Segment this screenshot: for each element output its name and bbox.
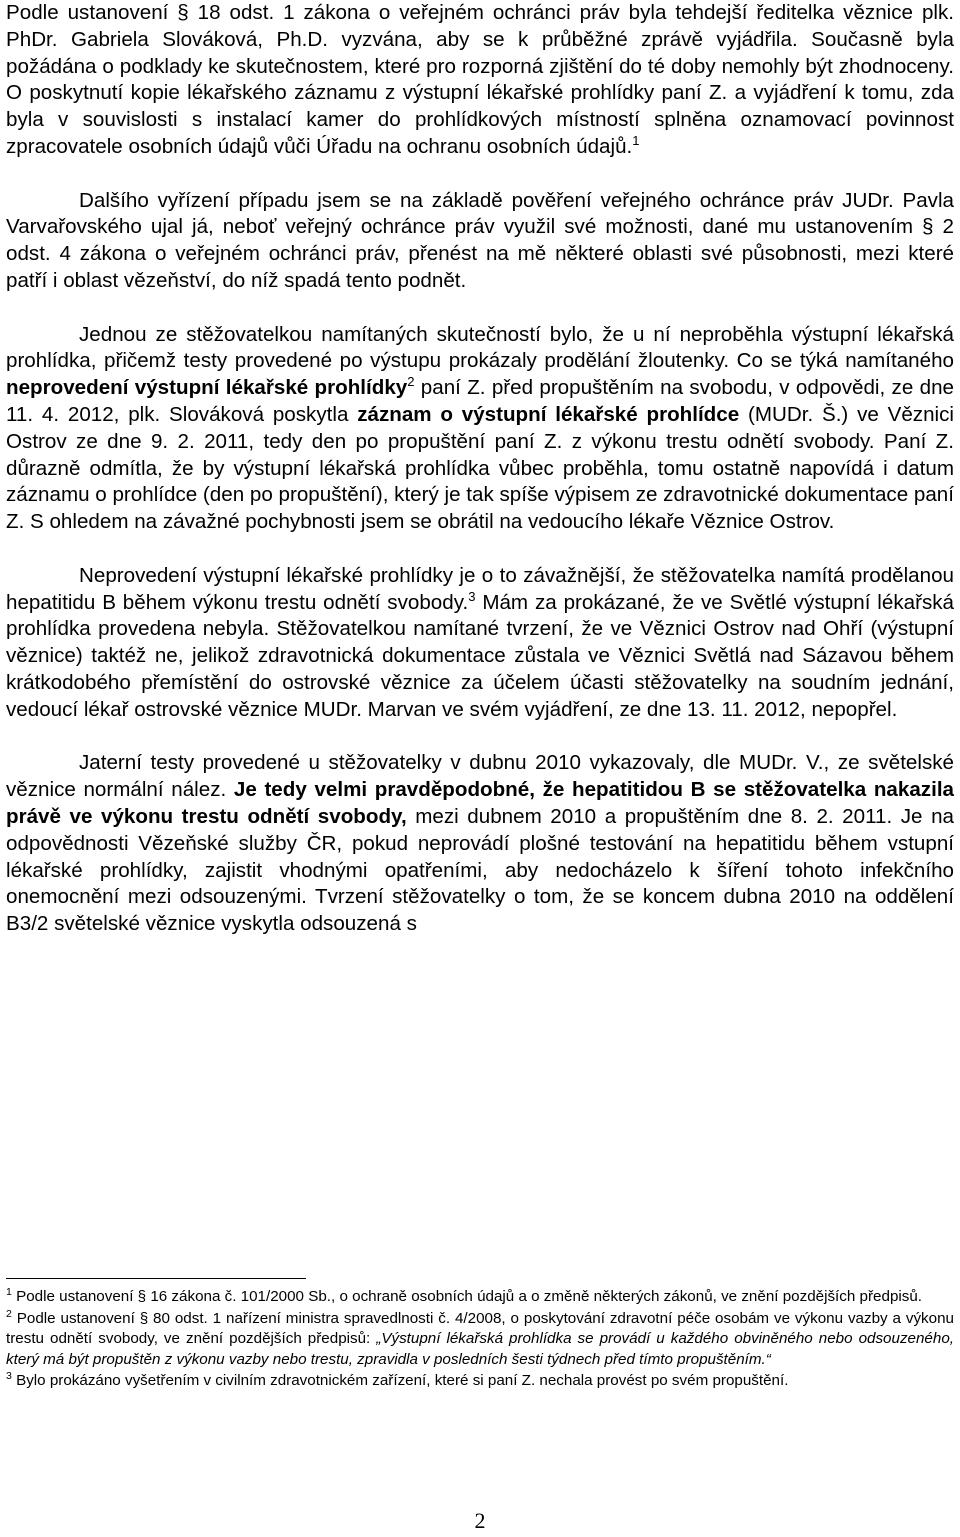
bold-text: neprovedení výstupní lékařské prohlídky [6, 376, 408, 400]
text-run: mezi dubnem 2010 a propuštěním dne 8. 2. 2011. Je na odpovědnosti Vězeňské služby ČR, pokud neprovádí plošné testování na hepatitidu během vstupní lékařské prohlídky, zajistit vhodnými opatřeními, aby nedocházelo k šíření tohoto infekčního onemocnění mezi odsouzenými. Tvrzení stěžovatelky o tom, že se koncem dubna 2010 na oddělení B3/2 světelské věznice vyskytla odsouzená s [6, 804, 954, 936]
footnote [6, 1309, 954, 1371]
text-run: Podle ustanovení § 18 odst. 1 zákona o veřejném ochránci práv byla tehdejší ředitelka věznice plk. PhDr. Gabriela Slováková, Ph.D. vyzvána, aby se k průběžné zprávě vyjádřila. Současně byla požádána o podklady ke skutečnostem, které pro rozporná zjištění do té doby nemohly být zhodnoceny. O poskytnutí kopie lékařského záznamu z výstupní lékařské prohlídky paní Z. a vyjádření k tomu, zda byla v souvislosti s instalací kamer do prohlídkových místností splněna oznamovací povinnost zpracovatele osobních údajů vůči Úřadu na ochranu osobních údajů. [6, 1, 954, 158]
footnote-ref: 2 [407, 374, 415, 390]
text-run: Podle ustanovení § 80 odst. 1 nařízení ministra spravedlnosti č. 4/2008, o poskytování zdravotní péče osobám ve výkonu vazby a výkonu trestu odnětí svobody, ve znění pozdějších předpisů: [6, 1309, 954, 1348]
footnote-ref: 1 [632, 133, 640, 149]
footnote [6, 1287, 954, 1308]
footnote-number: 1 [6, 1285, 12, 1298]
text-run: Podle ustanovení § 16 zákona č. 101/2000 Sb., o ochraně osobních údajů a o změně některých zákonů, ve znění pozdějších předpisů. [11, 1288, 923, 1305]
paragraph [6, 0, 954, 161]
body-text [6, 0, 954, 938]
text-run: Jaterní testy provedené u stěžovatelky v dubnu 2010 vykazovaly, dle MUDr. V., ze světelské věznice normální nález. [6, 751, 954, 802]
paragraph [6, 563, 954, 724]
bold-text: záznam o výstupní lékařské prohlídce [357, 402, 740, 426]
footnote-number: 2 [6, 1307, 12, 1320]
page-number: 2 [474, 1508, 486, 1533]
italic-quote: „Výstupní lékařská prohlídka se provádí u každého obviněného nebo odsouzeného, který má být propuštěn z výkonu vazby nebo trestu, zpravidla v posledních šesti týdnech před tímto propuštěním.“ [6, 1330, 954, 1368]
footnote [6, 1371, 954, 1392]
paragraph [6, 750, 954, 938]
footnote-separator [6, 1278, 306, 1279]
bold-text: Je tedy velmi pravděpodobné, že hepatitidou B se stěžovatelka nakazila právě ve výkonu trestu odnětí svobody, [6, 778, 954, 828]
text-run: Jednou ze stěžovatelkou namítaných skutečností bylo, že u ní neproběhla výstupní lékařská prohlídka, přičemž testy provedené po výstupu prokázaly prodělání žloutenky. Co se týká namítaného [6, 322, 954, 373]
footnotes [6, 1287, 954, 1393]
footnote-ref: 3 [468, 588, 476, 604]
text-run: (MUDr. Š.) ve Věznici Ostrov ze dne 9. 2. 2011, tedy den po propuštění paní Z. z výkonu trestu odnětí svobody. Paní Z. důrazně odmítla, že by výstupní lékařská prohlídka vůbec proběhla, tomu ostatně napovídá i datum záznamu o prohlídce (den po propuštění), který je tak spíše výpisem ze zdravotnické dokumentace paní Z. S ohledem na závažné pochybnosti jsem se obrátil na vedoucího lékaře Věznice Ostrov. [6, 402, 955, 534]
paragraph [6, 188, 954, 295]
text-run: Bylo prokázáno vyšetřením v civilním zdravotnickém zařízení, které si paní Z. nechala provést po svém propuštění. [11, 1372, 789, 1390]
text-run: Neprovedení výstupní lékařské prohlídky je o to závažnější, že stěžovatelka namítá prodělanou hepatitidu B během výkonu trestu odnětí svobody. [6, 563, 954, 614]
text-run: paní Z. před propuštěním na svobodu, v odpovědi, ze dne 11. 4. 2012, plk. Slováková poskytla [6, 376, 954, 426]
paragraph [6, 322, 954, 536]
text-run: Dalšího vyřízení případu jsem se na základě pověření veřejného ochránce práv JUDr. Pavla Varvařovského ujal já, neboť veřejný ochránce práv využil své možnosti, dané mu ustanovením § 2 odst. 4 zákona o veřejném ochránci práv, přenést na mě některé oblasti své působnosti, mezi které patří i oblast vězeňství, do níž spadá tento podnět. [6, 188, 954, 292]
footnote-number: 3 [6, 1370, 12, 1383]
text-run: Mám za prokázané, že ve Světlé výstupní lékařská prohlídka provedena nebyla. Stěžovatelkou namítané tvrzení, že ve Věznici Ostrov nad Ohří (výstupní věznice) taktéž ne, jelikož zdravotnická dokumentace zůstala ve Věznici Světlá nad Sázavou během krátkodobého přemístění do ostrovské věznice za účelem účasti stěžovatelky na soudním jednání, vedoucí lékař ostrovské věznice MUDr. Marvan ve svém vyjádření, ze dne 13. 11. 2012, nepopřel. [6, 590, 954, 721]
